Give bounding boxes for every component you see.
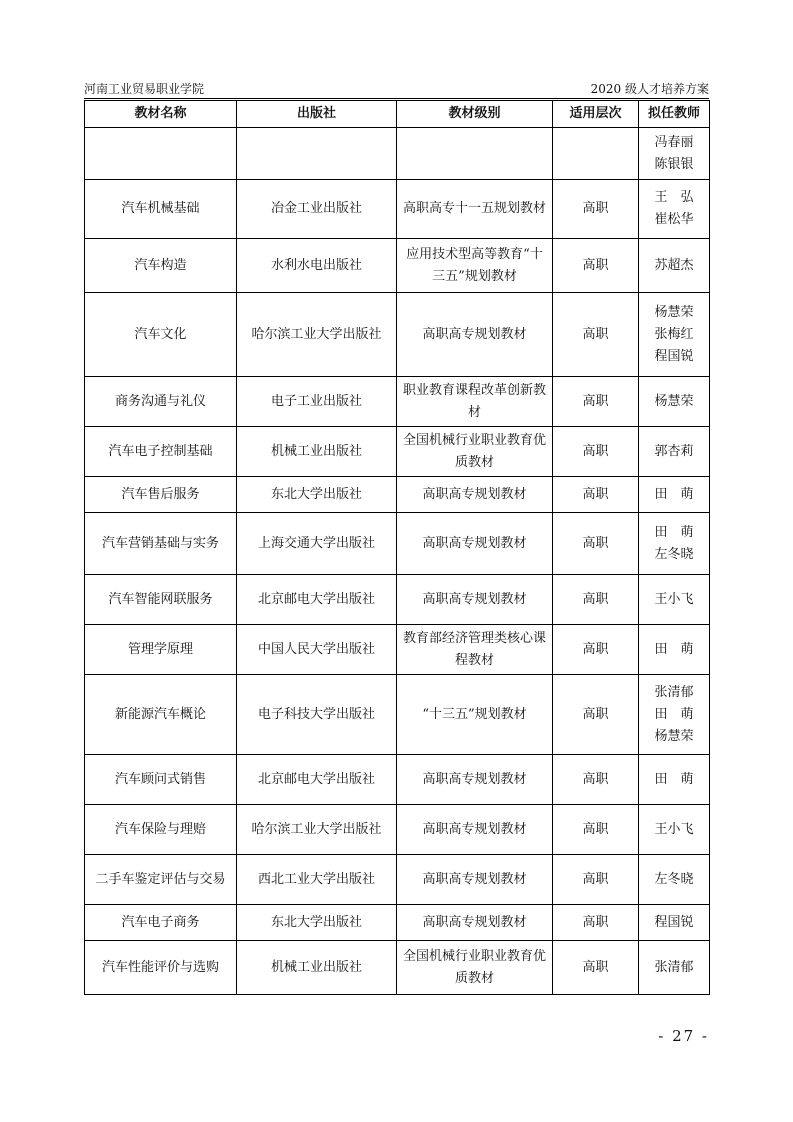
textbook-name-cell: 管理学原理	[85, 625, 237, 675]
publisher-cell: 机械工业出版社	[237, 941, 397, 995]
table-row	[85, 941, 710, 995]
textbook-level-cell: 高职高专规划教材	[397, 905, 553, 941]
textbook-level-cell: 高职高专规划教材	[397, 293, 553, 377]
scope-cell: 高职	[553, 675, 639, 755]
teacher-name: 杨慧荣	[654, 728, 694, 744]
table-row	[85, 477, 710, 513]
textbook-level-cell: 全国机械行业职业教育优质教材	[397, 427, 553, 477]
teachers-cell	[639, 905, 710, 941]
teachers-cell	[639, 293, 710, 377]
publisher-cell: 冶金工业出版社	[237, 180, 397, 239]
scope-cell: 高职	[553, 625, 639, 675]
textbook-level-cell: 高职高专规划教材	[397, 477, 553, 513]
teacher-name: 田 萌	[654, 641, 694, 657]
textbook-name-cell: 汽车机械基础	[85, 180, 237, 239]
textbook-name-cell: 汽车构造	[85, 239, 237, 293]
teacher-name: 郭杏莉	[654, 443, 694, 459]
publisher-cell: 上海交通大学出版社	[237, 513, 397, 575]
teachers-cell	[639, 855, 710, 905]
teacher-name: 苏超杰	[654, 257, 694, 273]
table-header-row	[85, 101, 710, 128]
teacher-name: 田 萌	[654, 486, 694, 502]
table-row	[85, 180, 710, 239]
textbook-name-cell: 汽车保险与理赔	[85, 805, 237, 855]
scope-cell: 高职	[553, 239, 639, 293]
table-row	[85, 239, 710, 293]
scope-cell: 高职	[553, 905, 639, 941]
table-row	[85, 805, 710, 855]
teacher-name: 王小飞	[654, 591, 694, 607]
textbook-level-cell: 高职高专规划教材	[397, 755, 553, 805]
teachers-cell	[639, 427, 710, 477]
scope-cell: 高职	[553, 805, 639, 855]
textbook-name-cell: 商务沟通与礼仪	[85, 377, 237, 427]
table-row	[85, 855, 710, 905]
textbook-level-cell: 教育部经济管理类核心课程教材	[397, 625, 553, 675]
publisher-cell: 电子工业出版社	[237, 377, 397, 427]
teacher-name: 崔松华	[654, 212, 694, 227]
textbook-level-cell	[397, 128, 553, 180]
table-row	[85, 427, 710, 477]
scope-cell: 高职	[553, 293, 639, 377]
teacher-name: 张清郁	[654, 684, 694, 700]
table-row	[85, 128, 710, 180]
column-header-publisher: 出版社	[237, 101, 397, 128]
publisher-cell: 东北大学出版社	[237, 905, 397, 941]
textbook-name-cell: 汽车售后服务	[85, 477, 237, 513]
publisher-cell: 电子科技大学出版社	[237, 675, 397, 755]
teachers-cell	[639, 755, 710, 805]
teacher-name: 张清郁	[654, 959, 694, 975]
teacher-name: 左冬晓	[654, 871, 694, 887]
textbook-level-cell: “十三五”规划教材	[397, 675, 553, 755]
publisher-cell: 哈尔滨工业大学出版社	[237, 293, 397, 377]
header-plan-title: 2020 级人才培养方案	[590, 82, 709, 96]
textbook-name-cell: 汽车智能网联服务	[85, 575, 237, 625]
textbook-name-cell: 汽车电子控制基础	[85, 427, 237, 477]
textbook-level-cell: 全国机械行业职业教育优质教材	[397, 941, 553, 995]
scope-cell: 高职	[553, 755, 639, 805]
textbook-level-cell: 高职高专规划教材	[397, 805, 553, 855]
textbook-name-cell: 新能源汽车概论	[85, 675, 237, 755]
textbook-level-cell: 高职高专十一五规划教材	[397, 180, 553, 239]
table-row	[85, 293, 710, 377]
table-row	[85, 675, 710, 755]
scope-cell: 高职	[553, 180, 639, 239]
teacher-name: 王 弘	[654, 190, 694, 205]
textbook-name-cell: 二手车鉴定评估与交易	[85, 855, 237, 905]
scope-cell: 高职	[553, 427, 639, 477]
scope-cell: 高职	[553, 575, 639, 625]
scope-cell: 高职	[553, 477, 639, 513]
teachers-cell	[639, 625, 710, 675]
column-header-scope: 适用层次	[553, 101, 639, 128]
textbook-level-cell: 应用技术型高等教育“十三五”规划教材	[397, 239, 553, 293]
header-institution: 河南工业贸易职业学院	[84, 82, 205, 96]
textbook-name-cell: 汽车顾问式销售	[85, 755, 237, 805]
textbook-name-cell: 汽车性能评价与选购	[85, 941, 237, 995]
teachers-cell	[639, 805, 710, 855]
teachers-cell	[639, 575, 710, 625]
teacher-name: 程国锐	[654, 914, 694, 930]
textbook-level-cell: 高职高专规划教材	[397, 575, 553, 625]
teacher-name: 左冬晓	[654, 546, 694, 562]
teachers-cell	[639, 377, 710, 427]
textbook-level-cell: 高职高专规划教材	[397, 855, 553, 905]
textbook-level-cell: 高职高专规划教材	[397, 513, 553, 575]
publisher-cell	[237, 128, 397, 180]
textbook-name-cell: 汽车电子商务	[85, 905, 237, 941]
textbook-name-cell: 汽车营销基础与实务	[85, 513, 237, 575]
textbook-name-cell	[85, 128, 237, 180]
column-header-teachers: 拟任教师	[639, 101, 710, 128]
teacher-name: 田 萌	[654, 524, 694, 540]
publisher-cell: 哈尔滨工业大学出版社	[237, 805, 397, 855]
column-header-level: 教材级别	[397, 101, 553, 128]
scope-cell: 高职	[553, 855, 639, 905]
publisher-cell: 北京邮电大学出版社	[237, 755, 397, 805]
publisher-cell: 机械工业出版社	[237, 427, 397, 477]
teacher-name: 杨慧荣	[654, 393, 694, 409]
textbook-name-cell: 汽车文化	[85, 293, 237, 377]
header-divider	[84, 98, 709, 99]
teacher-name: 冯春丽	[654, 134, 694, 150]
teachers-cell	[639, 239, 710, 293]
teacher-name: 杨慧荣	[654, 304, 694, 320]
column-header-name: 教材名称	[85, 101, 237, 128]
table-row	[85, 755, 710, 805]
page-number: - 27 -	[658, 1027, 709, 1045]
teacher-name: 张梅红	[654, 326, 694, 342]
teacher-name: 田 萌	[654, 771, 694, 787]
scope-cell: 高职	[553, 377, 639, 427]
table-row	[85, 905, 710, 941]
publisher-cell: 中国人民大学出版社	[237, 625, 397, 675]
teacher-name: 田 萌	[654, 706, 694, 722]
teachers-cell	[639, 180, 710, 239]
teachers-cell	[639, 941, 710, 995]
teacher-name: 王小飞	[654, 821, 694, 837]
scope-cell: 高职	[553, 513, 639, 575]
teachers-cell	[639, 513, 710, 575]
table-row	[85, 377, 710, 427]
teachers-cell	[639, 128, 710, 180]
scope-cell: 高职	[553, 941, 639, 995]
teacher-name: 程国锐	[654, 348, 694, 364]
teachers-cell	[639, 675, 710, 755]
publisher-cell: 水利水电出版社	[237, 239, 397, 293]
table-row	[85, 625, 710, 675]
publisher-cell: 北京邮电大学出版社	[237, 575, 397, 625]
textbook-table	[84, 100, 710, 995]
scope-cell	[553, 128, 639, 180]
teacher-name: 陈银银	[654, 156, 694, 172]
publisher-cell: 西北工业大学出版社	[237, 855, 397, 905]
teachers-cell	[639, 477, 710, 513]
table-row	[85, 575, 710, 625]
publisher-cell: 东北大学出版社	[237, 477, 397, 513]
table-row	[85, 513, 710, 575]
textbook-level-cell: 职业教育课程改革创新教材	[397, 377, 553, 427]
